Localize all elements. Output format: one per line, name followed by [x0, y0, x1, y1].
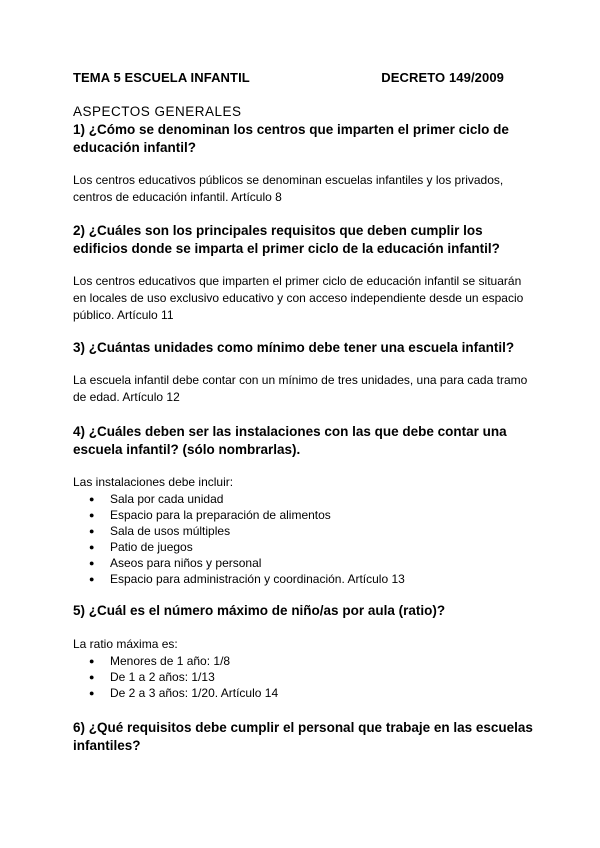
- document-header: [73, 70, 504, 85]
- answer-block-4: [73, 474, 533, 587]
- question-2: 2) ¿Cuáles son los principales requisitos que deben cumplir los edificios donde se imparta el primer ciclo de la educación infantil?: [73, 223, 500, 256]
- answer-4-intro: Las instalaciones debe incluir:: [73, 475, 234, 489]
- list-item: ● Patio de juegos: [73, 539, 533, 555]
- answer-5-intro: La ratio máxima es:: [73, 637, 178, 651]
- question-1: 1) ¿Cómo se denominan los centros que imparten el primer ciclo de educación infantil?: [73, 122, 509, 155]
- question-block-5: [73, 602, 533, 620]
- header-decree: DECRETO 149/2009: [381, 70, 504, 85]
- question-block-1: [73, 121, 533, 157]
- list-item: ● Espacio para la preparación de alimentos: [73, 507, 533, 523]
- answer-block-2: [73, 273, 533, 324]
- question-6: 6) ¿Qué requisitos debe cumplir el personal que trabaje en las escuelas infantiles?: [73, 720, 533, 753]
- list-item: ● Menores de 1 año: 1/8: [73, 653, 533, 669]
- list-item: ● Espacio para administración y coordinación. Artículo 13: [73, 571, 533, 587]
- answer-3: La escuela infantil debe contar con un mínimo de tres unidades, una para cada tramo de edad. Artículo 12: [73, 373, 528, 404]
- question-block-3: [73, 339, 533, 357]
- question-block-2: [73, 222, 533, 258]
- question-3: 3) ¿Cuántas unidades como mínimo debe tener una escuela infantil?: [73, 340, 515, 355]
- list-item: ● Sala por cada unidad: [73, 491, 533, 507]
- question-block-6: [73, 719, 533, 755]
- list-item: ● Aseos para niños y personal: [73, 555, 533, 571]
- ratio-list: [73, 653, 533, 701]
- answer-block-3: [73, 372, 533, 406]
- list-item: ● De 1 a 2 años: 1/13: [73, 669, 533, 685]
- answer-2: Los centros educativos que imparten el primer ciclo de educación infantil se situarán en locales de uso exclusivo educativo y con acceso independiente desde un espacio público. Artículo 11: [73, 274, 524, 322]
- question-block-4: [73, 423, 533, 459]
- answer-block-1: [73, 172, 533, 206]
- facilities-list: [73, 491, 533, 587]
- section-title: ASPECTOS GENERALES: [73, 104, 242, 119]
- header-topic: TEMA 5 ESCUELA INFANTIL: [73, 70, 250, 85]
- answer-block-5: [73, 636, 533, 701]
- list-item: ● Sala de usos múltiples: [73, 523, 533, 539]
- answer-1: Los centros educativos públicos se denominan escuelas infantiles y los privados, centros de educación infantil. Artículo 8: [73, 173, 504, 204]
- question-4: 4) ¿Cuáles deben ser las instalaciones con las que debe contar una escuela infantil? (sólo nombrarlas).: [73, 424, 507, 457]
- list-item: ● De 2 a 3 años: 1/20. Artículo 14: [73, 685, 533, 701]
- question-5: 5) ¿Cuál es el número máximo de niño/as por aula (ratio)?: [73, 603, 446, 618]
